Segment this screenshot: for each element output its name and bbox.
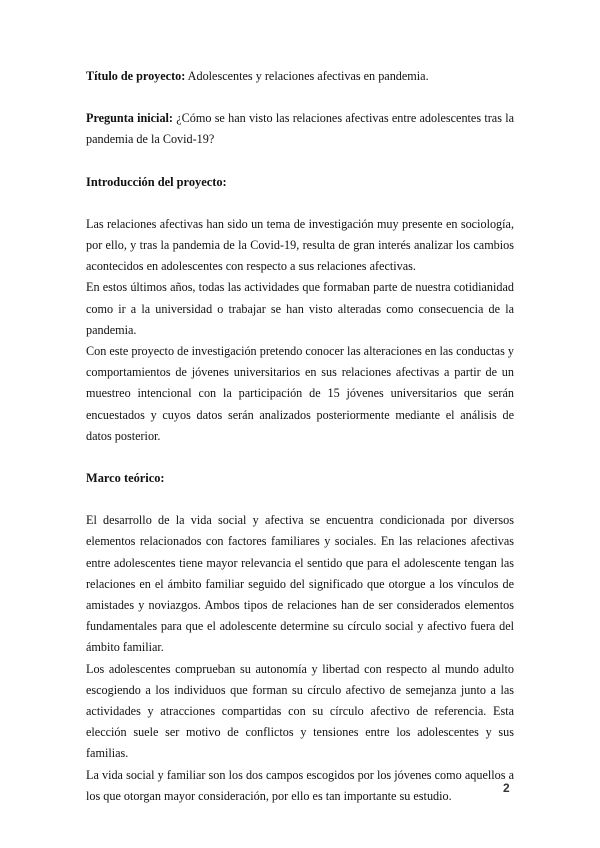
theoretical-framework-body (86, 510, 514, 807)
introduction-paragraph: Las relaciones afectivas han sido un tema de investigación muy presente en sociología, por ello, y tras la pandemia de la Covid-19, resulta de gran interés analizar los cambios acontecidos en adolescentes con respecto a sus relaciones afectivas. (86, 216, 514, 274)
introduction-paragraph: En estos últimos años, todas las actividades que formaban parte de nuestra cotidianidad como ir a la universidad o trabajar se han visto alteradas como consecuencia de la pandemia. (86, 280, 514, 337)
introduction-body (86, 214, 514, 447)
initial-question-value: ¿Cómo se han visto las relaciones afectivas entre adolescentes tras la pandemia de la Covid-19? (86, 111, 514, 147)
project-title-line (86, 66, 514, 87)
initial-question-label: Pregunta inicial: (86, 111, 173, 126)
document-page (86, 66, 514, 807)
framework-paragraph: La vida social y familiar son los dos campos escogidos por los jóvenes como aquellos a los que otorgan mayor consideración, por ello es tan importante su estudio. (86, 767, 514, 803)
framework-paragraph: Los adolescentes comprueban su autonomía y libertad con respecto al mundo adulto escogiendo a los individuos que forman su círculo afectivo de semejanza junto a las actividades y atracciones compartidas con su círculo afectivo de referencia. Esta elección suele ser motivo de conflictos y tensiones entre los adolescentes y sus familias. (86, 661, 514, 761)
theoretical-framework-heading: Marco teórico: (86, 471, 165, 486)
project-title-label: Título de proyecto: (86, 69, 186, 83)
introduction-paragraph: Con este proyecto de investigación pretendo conocer las alteraciones en las conductas y comportamientos de jóvenes universitarios en sus relaciones afectivas a partir de un muestreo intencional con la participación de 15 jóvenes universitarios que serán encuestados y cuyos datos serán analizados posteriormente mediante el análisis de datos posterior. (86, 344, 514, 443)
page-number: 2 (503, 781, 510, 795)
framework-paragraph: El desarrollo de la vida social y afectiva se encuentra condicionada por diversos elementos relacionados con factores familiares y sociales. En las relaciones afectivas entre adolescentes tiene mayor relevancia el sentido que para el adolescente tengan las relaciones en el ámbito familiar seguido del significado que otorgue a los vínculos de amistades y noviazgos. Ambos tipos de relaciones han de ser considerados elementos fundamentales para que el adolescente determine su círculo social y afectivo fuera del ámbito familiar. (86, 513, 514, 655)
initial-question-line (86, 108, 514, 150)
introduction-heading: Introducción del proyecto: (86, 174, 227, 189)
spacer (86, 447, 514, 468)
project-title-value: Adolescentes y relaciones afectivas en pandemia. (185, 69, 429, 83)
